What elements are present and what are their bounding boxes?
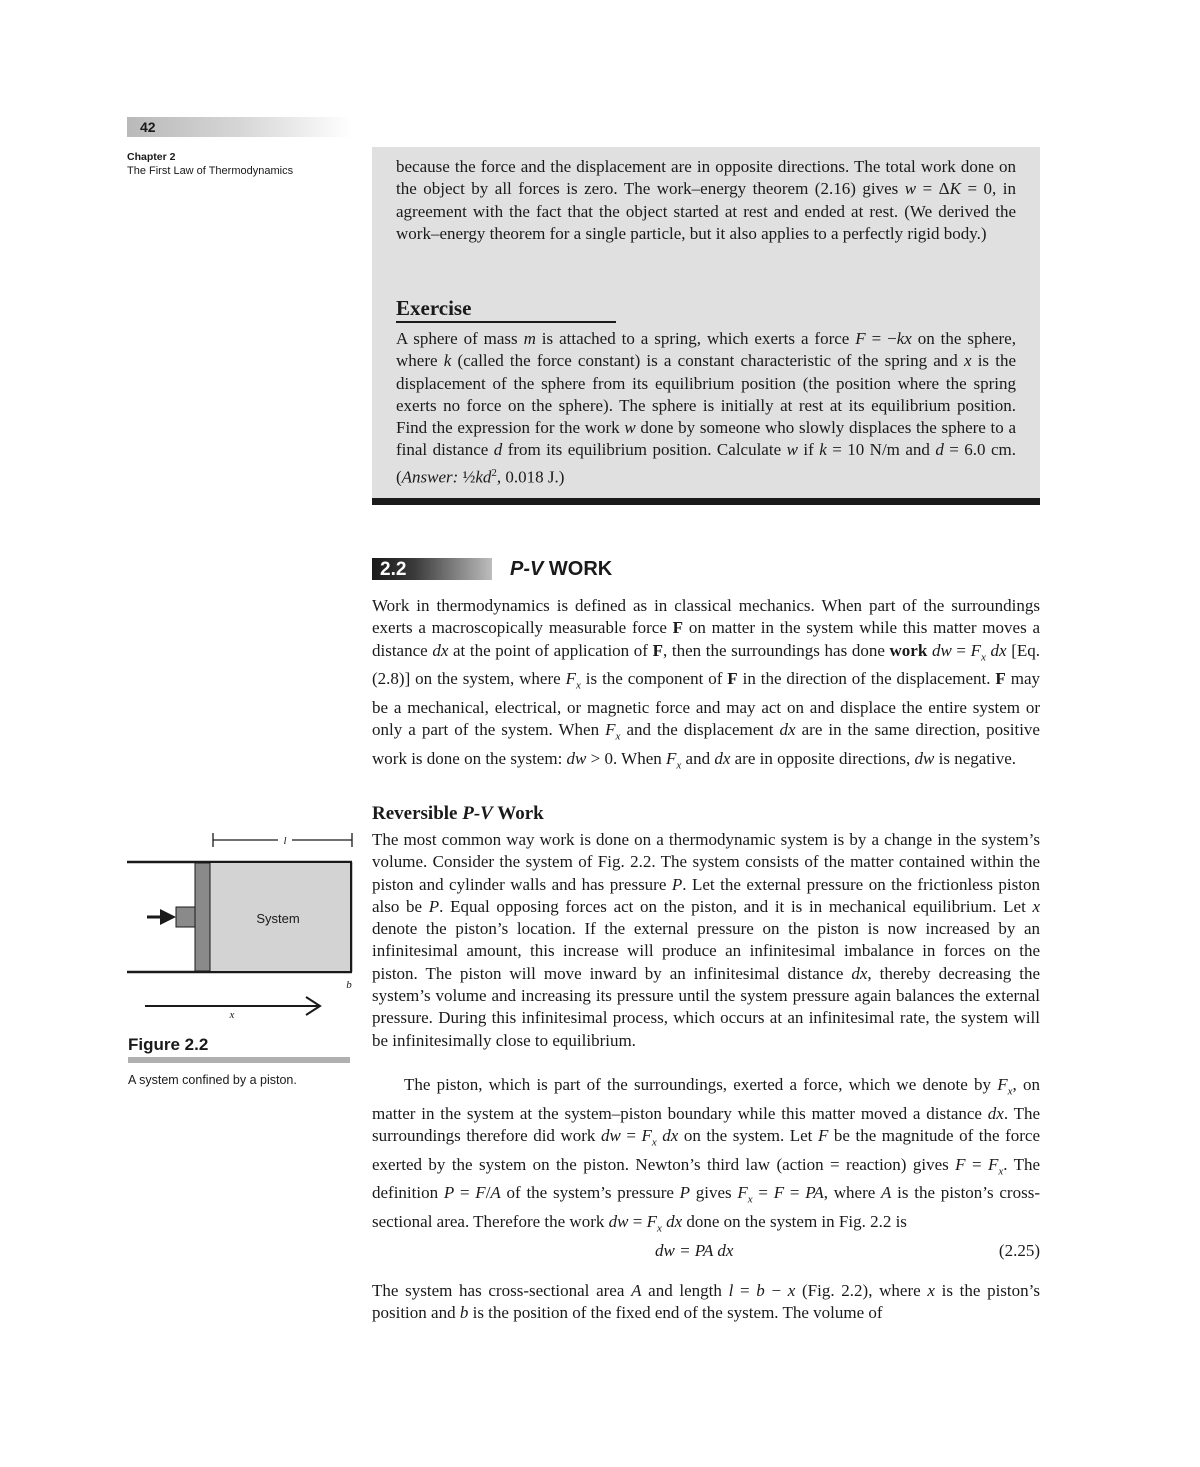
intro-paragraph: Work in thermodynamics is defined as in classical mechanics. When part of the surroundings exerts a macroscopically measurable force F on matter in the system while this matter moves a distance dx at the point of application of F, then the surroundings has done work dw = $F_x$ dx [Eq. (2.8)] on the system, where $F_x$ is the component of F in the direction of the displacement. F may be a mechanical, electrical, or magnetic force and may act on and displace the entire system or only a part of the system. When $F_x$ and the displacement dx are in the same direction, positive work is done on the system: dw > 0. When $F_x$ and dx are in opposite directions, dw is negative. [372, 596, 1041, 772]
subsection-heading: Reversible P-V Work [372, 803, 544, 824]
force-arrow-icon [160, 909, 176, 925]
example-box-rule [372, 498, 1040, 505]
equation-number: (2.25) [998, 1241, 1040, 1260]
exercise-underline [396, 321, 616, 323]
body-paragraph-3: The system has cross-sectional area A and length l = b − x (Fig. 2.2), where x is the piston’s position and b is the position of the fixed end of the system. The volume of [372, 1281, 1040, 1323]
figure-caption: A system confined by a piston. [128, 1073, 297, 1087]
system-label: System [256, 911, 300, 926]
figure-caption-rule [128, 1057, 350, 1063]
chapter-title: The First Law of Thermodynamics [127, 165, 294, 177]
exercise-heading: Exercise [396, 296, 472, 320]
exercise-text: A sphere of mass m is attached to a spring, which exerts a force F = −kx on the sphere, where k (called the force constant) is a constant characteristic of the spring and x is the displacement of the sphere from its equilibrium position (the position where the spring exerts no force on the sphere). The sphere is initially at rest at its equilibrium position. Find the expression for the work w done by someone who slowly displaces the sphere to a final distance d from its equilibrium position. Calculate w if k = 10 N/m and d = 6.0 cm. (Answer: $\frac{1}{2}kd^2$, 0.018 J.) [396, 329, 1017, 487]
piston [195, 863, 210, 971]
equation-expression: dw = PA dx [655, 1241, 734, 1260]
example-continuation-text: because the force and the displacement are in opposite directions. The total work done on the object by all forces is zero. The work–energy theorem (2.16) gives w = ΔK = 0, in agreement with the fact that the object started at rest and ended at rest. (We derived the work–energy theorem for a single particle, but it also applies to a perfectly rigid body.) [396, 157, 1016, 243]
piston-figure [120, 825, 360, 1025]
x-label: x [229, 1009, 235, 1021]
b-label: b [346, 979, 352, 991]
piston-rod [176, 907, 195, 927]
section-title: P-V WORK [510, 558, 613, 580]
section-number: 2.2 [380, 559, 407, 580]
l-label: l [283, 835, 287, 847]
body-paragraph-2: The piston, which is part of the surroundings, exerted a force, which we denote by $F_x$, on matter in the system at the system–piston boundary while this matter moved a distance dx. The surroundings therefore did work dw = $F_x$ dx on the system. Let F be the magnitude of the force exerted by the system on the piston. Newton’s third law (action = reaction) gives $F = F_x$. The definition P = F/A of the system’s pressure P gives $F_x = F$ = PA, where A is the piston’s cross-sectional area. Therefore the work dw = $F_x$ dx done on the system in Fig. 2.2 is [372, 1075, 1041, 1235]
page-number-bar [127, 117, 352, 137]
page-number: 42 [140, 119, 156, 135]
body-paragraph-1: The most common way work is done on a thermodynamic system is by a change in the system’s volume. Consider the system of Fig. 2.2. The system consists of the matter contained within the piston and cylinder walls and has pressure P. Let the external pressure on the frictionless piston also be P. Equal opposing forces act on the piston, and it is in mechanical equilibrium. Let x denote the piston’s location. If the external pressure on the piston is now increased by an infinitesimal amount, this increase will produce an infinitesimal imbalance in forces on the piston. The piston will move inward by an infinitesimal distance dx, thereby decreasing the system’s volume and increasing its pressure until the system pressure again balances the external pressure. During this infinitesimal process, which occurs at an infinitesimal rate, the system will be infinitesimally close to equilibrium. [372, 830, 1040, 1050]
figure-label: Figure 2.2 [128, 1035, 209, 1054]
chapter-label: Chapter 2 [127, 151, 176, 163]
